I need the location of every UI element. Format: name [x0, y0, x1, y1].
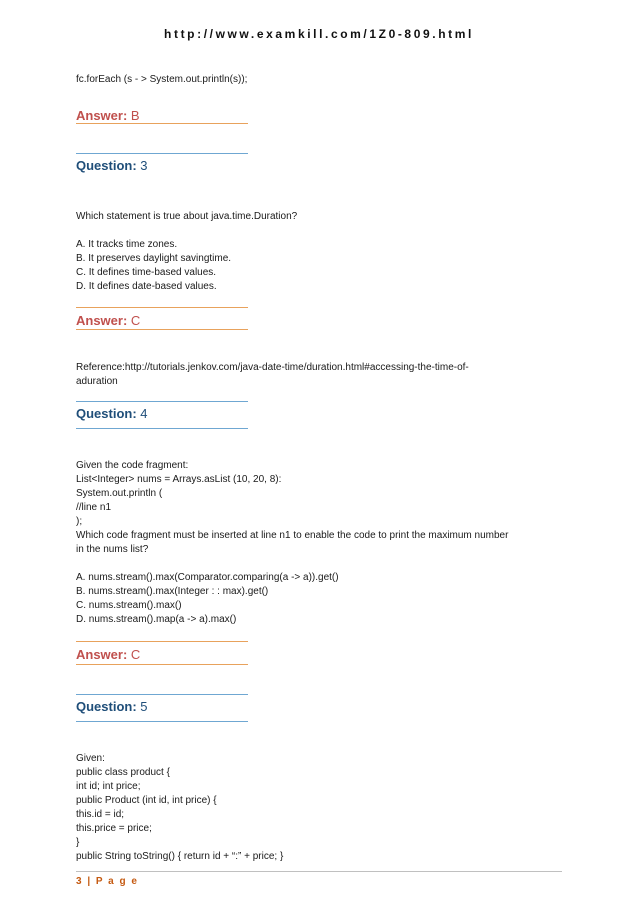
- question-text: Which statement is true about java.time.Duration?: [76, 211, 298, 222]
- code-line: this.id = id;: [76, 809, 125, 820]
- option-line: C. It defines time-based values.: [76, 267, 217, 278]
- code-line: public class product {: [76, 767, 170, 778]
- question-underline: [76, 428, 248, 429]
- question-number: 4: [140, 406, 148, 421]
- code-line: this.price = price;: [76, 823, 152, 834]
- question-heading: [76, 698, 248, 715]
- answer-underline: [76, 123, 248, 124]
- option-line: D. It defines date-based values.: [76, 281, 217, 292]
- question-label: Question:: [76, 158, 137, 173]
- answer-overline: [76, 307, 248, 308]
- question-line: in the nums list?: [76, 544, 149, 555]
- question-number: 5: [140, 699, 148, 714]
- option-line: A. nums.stream().max(Comparator.comparing(a -> a)).get(): [76, 572, 339, 583]
- answer-heading: [76, 107, 248, 124]
- answer-heading: [76, 646, 248, 663]
- question-line: Given the code fragment:: [76, 460, 189, 471]
- answer-value: C: [130, 647, 141, 662]
- question-line: Which code fragment must be inserted at line n1 to enable the code to print the maximum number: [76, 530, 509, 541]
- reference-line: Reference:http://tutorials.jenkov.com/java-date-time/duration.html#accessing-the-time-of-: [76, 362, 469, 373]
- option-line: D. nums.stream().map(a -> a).max(): [76, 614, 237, 625]
- option-line: C. nums.stream().max(): [76, 600, 182, 611]
- question-heading: [76, 405, 248, 422]
- answer-label: Answer:: [76, 108, 128, 123]
- question-underline: [76, 721, 248, 722]
- code-line: public Product (int id, int price) {: [76, 795, 217, 806]
- code-line: fc.forEach (s - > System.out.println(s));: [76, 74, 248, 85]
- question-number: 3: [140, 158, 148, 173]
- code-line: //line n1: [76, 502, 112, 513]
- code-line: public String toString() { return id + “:” + price; }: [76, 851, 284, 862]
- answer-value: B: [130, 108, 140, 123]
- answer-label: Answer:: [76, 647, 128, 662]
- answer-value: C: [130, 313, 141, 328]
- code-line: int id; int price;: [76, 781, 141, 792]
- page-number: 3 | P a g e: [76, 876, 139, 887]
- question-overline: [76, 153, 248, 154]
- footer-divider: [76, 871, 562, 872]
- code-line: }: [76, 837, 80, 848]
- answer-heading: [76, 312, 248, 329]
- answer-overline: [76, 641, 248, 642]
- code-line: );: [76, 516, 83, 527]
- answer-underline: [76, 664, 248, 665]
- code-line: System.out.println (: [76, 488, 163, 499]
- question-overline: [76, 694, 248, 695]
- question-label: Question:: [76, 699, 137, 714]
- question-line: Given:: [76, 753, 105, 764]
- code-line: List<Integer> nums = Arrays.asList (10, 20, 8):: [76, 474, 282, 485]
- question-heading: [76, 157, 248, 174]
- question-label: Question:: [76, 406, 137, 421]
- option-line: B. nums.stream().max(Integer : : max).get(): [76, 586, 269, 597]
- question-overline: [76, 401, 248, 402]
- option-line: B. It preserves daylight savingtime.: [76, 253, 232, 264]
- reference-line: aduration: [76, 376, 118, 387]
- header-url: http://www.examkill.com/1Z0-809.html: [164, 27, 474, 41]
- answer-label: Answer:: [76, 313, 128, 328]
- answer-underline: [76, 329, 248, 330]
- option-line: A. It tracks time zones.: [76, 239, 178, 250]
